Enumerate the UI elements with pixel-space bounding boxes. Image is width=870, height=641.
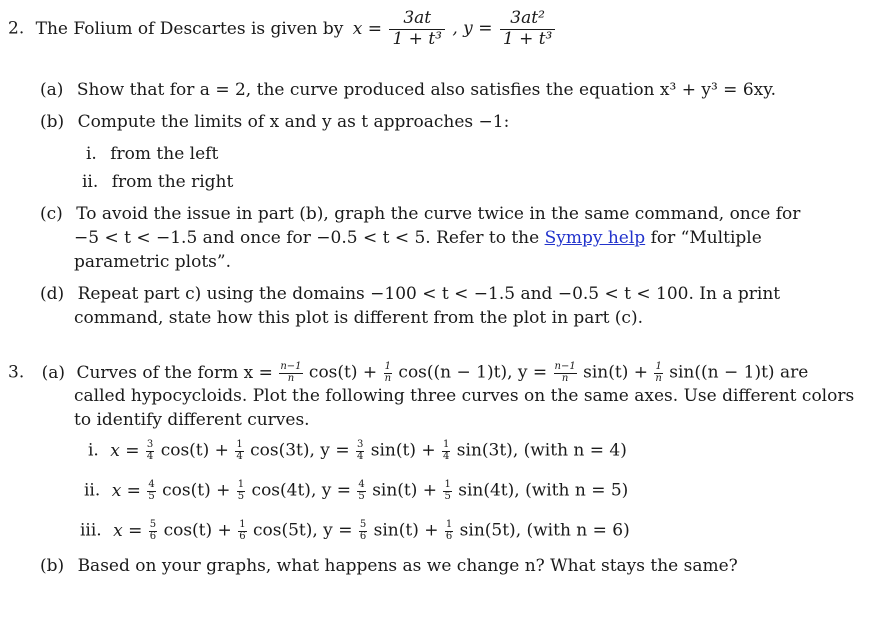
problem-3-part-a — [8, 362, 808, 384]
part-2b-i — [86, 144, 218, 164]
part-2d — [40, 284, 780, 304]
fraction-denominator: n — [287, 372, 295, 384]
fraction-denominator: 6 — [149, 530, 157, 542]
fraction — [146, 440, 154, 462]
fraction-numerator: 1 — [444, 479, 451, 490]
part-2c-line3: parametric plots”. — [74, 252, 231, 272]
curve-term: cos(t) + — [162, 480, 231, 501]
fraction — [445, 520, 453, 542]
curve-label: i. — [88, 440, 99, 461]
fraction-denominator: 5 — [444, 490, 451, 502]
fraction — [356, 440, 364, 462]
curve-x-lhs: x = — [113, 520, 143, 541]
cos-t-term: cos(t) + — [308, 362, 378, 383]
part-label: (a) — [41, 362, 66, 383]
fraction-numerator: 4 — [148, 479, 155, 490]
sin-t-term: sin(t) + — [583, 362, 648, 383]
fraction-numerator: 3at² — [500, 9, 556, 30]
fraction — [357, 480, 365, 502]
curve-term: sin(t) + — [370, 440, 436, 461]
subpart-label: ii. — [82, 172, 99, 192]
fraction-denominator: 5 — [237, 490, 245, 502]
curve-item — [88, 440, 627, 462]
fraction — [235, 440, 243, 462]
fraction-denominator: 6 — [445, 530, 453, 542]
problem-2-header — [8, 9, 557, 49]
cos-n-term: cos((n − 1)t), y = — [398, 362, 548, 383]
fraction-denominator: n — [384, 372, 392, 384]
eq-x-lhs: x = — [352, 18, 383, 39]
part-2b-ii — [82, 172, 233, 192]
fraction-denominator: 4 — [443, 450, 450, 462]
part-2c — [40, 204, 800, 224]
part-label: (d) — [40, 284, 65, 304]
curve-term: cos(t) + — [163, 520, 232, 541]
part-2b — [40, 112, 509, 132]
fraction-denominator: 5 — [148, 490, 155, 502]
part-text-line2: −5 < t < −1.5 and once for −0.5 < t < 5. Refer to the — [74, 228, 540, 248]
curve-term: cos(3t), y = — [250, 440, 350, 461]
fraction-y — [500, 9, 556, 49]
fraction — [237, 480, 245, 502]
fraction-denominator: n — [561, 372, 569, 384]
fraction-numerator: 3at — [389, 9, 445, 30]
part-text-line2-post: for “Multiple — [650, 228, 762, 248]
subpart-text: from the left — [110, 144, 219, 164]
part-3a-line3: to identify different curves. — [74, 410, 310, 430]
fraction-denominator: 5 — [358, 490, 365, 502]
part-3b — [40, 556, 738, 576]
fraction-numerator: 5 — [149, 519, 157, 530]
part-label: (b) — [40, 556, 65, 576]
fraction-numerator: 1 — [239, 519, 246, 530]
fraction-numerator: n−1 — [280, 361, 302, 372]
fraction-denominator: 1 + t³ — [392, 28, 442, 49]
part-2a — [40, 80, 776, 100]
curve-label: ii. — [84, 480, 101, 501]
fraction — [147, 480, 155, 502]
part-2d-line2: command, state how this plot is different from the plot in part (c). — [74, 308, 643, 328]
fraction-n-minus-1-over-n — [554, 362, 577, 384]
eq-separator: , y = — [452, 18, 493, 39]
fraction-denominator: n — [655, 372, 662, 384]
curve-term: cos(5t), y = — [252, 520, 353, 541]
fraction-denominator: 1 + t³ — [502, 28, 553, 49]
fraction-1-over-n — [384, 362, 392, 384]
part-3a-line2: called hypocycloids. Plot the following three curves on the same axes. Use different colors — [74, 386, 855, 406]
part-text: Based on your graphs, what happens as we change n? What stays the same? — [77, 556, 738, 576]
fraction-numerator: 1 — [237, 479, 245, 490]
curve-term: sin(3t), (with n = 4) — [456, 440, 627, 461]
curve-term: sin(5t), (with n = 6) — [459, 520, 630, 541]
fraction — [442, 440, 450, 462]
curve-label: iii. — [80, 520, 102, 541]
problem-number: 3. — [8, 362, 25, 383]
part-label: (b) — [40, 112, 65, 132]
curve-term: sin(4t), (with n = 5) — [458, 480, 629, 501]
fraction-numerator: 1 — [443, 439, 450, 450]
part-text: Curves of the form x = — [76, 362, 273, 383]
curve-item — [84, 480, 628, 502]
curve-term: sin(t) + — [373, 520, 439, 541]
part-label: (c) — [40, 204, 63, 224]
fraction-numerator: 1 — [236, 439, 243, 450]
fraction-numerator: 1 — [384, 361, 391, 372]
subpart-label: i. — [86, 144, 97, 164]
curve-term: cos(t) + — [160, 440, 229, 461]
part-text: Compute the limits of x and y as t approaches −1: — [77, 112, 510, 132]
part-text-line1: Repeat part c) using the domains −100 < t < −1.5 and −0.5 < t < 100. In a print — [77, 284, 781, 304]
fraction-denominator: 4 — [236, 450, 243, 462]
subpart-text: from the right — [111, 172, 234, 192]
fraction-numerator: 5 — [359, 519, 367, 530]
fraction-numerator: 4 — [358, 479, 365, 490]
fraction-numerator: 1 — [655, 361, 662, 372]
part-text: Show that for a = 2, the curve produced also satisfies the equation x³ + y³ = 6xy. — [76, 80, 776, 100]
sympy-help-link[interactable]: Sympy help — [544, 228, 646, 248]
fraction — [359, 520, 367, 542]
fraction-denominator: 4 — [356, 450, 364, 462]
problem-intro: The Folium of Descartes is given by — [35, 18, 344, 39]
fraction-denominator: 6 — [359, 530, 367, 542]
fraction-numerator: 3 — [356, 439, 364, 450]
fraction-1-over-n — [654, 362, 662, 384]
fraction — [149, 520, 157, 542]
fraction-n-minus-1-over-n — [279, 362, 302, 384]
fraction — [238, 520, 246, 542]
curve-term: sin(t) + — [372, 480, 438, 501]
problem-number: 2. — [8, 18, 25, 39]
curve-x-lhs: x = — [111, 480, 141, 501]
fraction-x — [389, 9, 445, 49]
sin-n-term: sin((n − 1)t) are — [669, 362, 809, 383]
fraction-denominator: 4 — [146, 450, 154, 462]
part-2c-line2 — [74, 228, 762, 248]
curve-term: cos(4t), y = — [251, 480, 351, 501]
fraction-numerator: n−1 — [554, 361, 576, 372]
fraction-numerator: 1 — [445, 519, 453, 530]
curve-x-lhs: x = — [110, 440, 140, 461]
fraction-denominator: 6 — [239, 530, 246, 542]
part-text-line1: To avoid the issue in part (b), graph the curve twice in the same command, once for — [76, 204, 801, 224]
part-label: (a) — [40, 80, 64, 100]
fraction — [443, 480, 451, 502]
curve-item — [80, 520, 630, 542]
fraction-numerator: 3 — [146, 439, 154, 450]
